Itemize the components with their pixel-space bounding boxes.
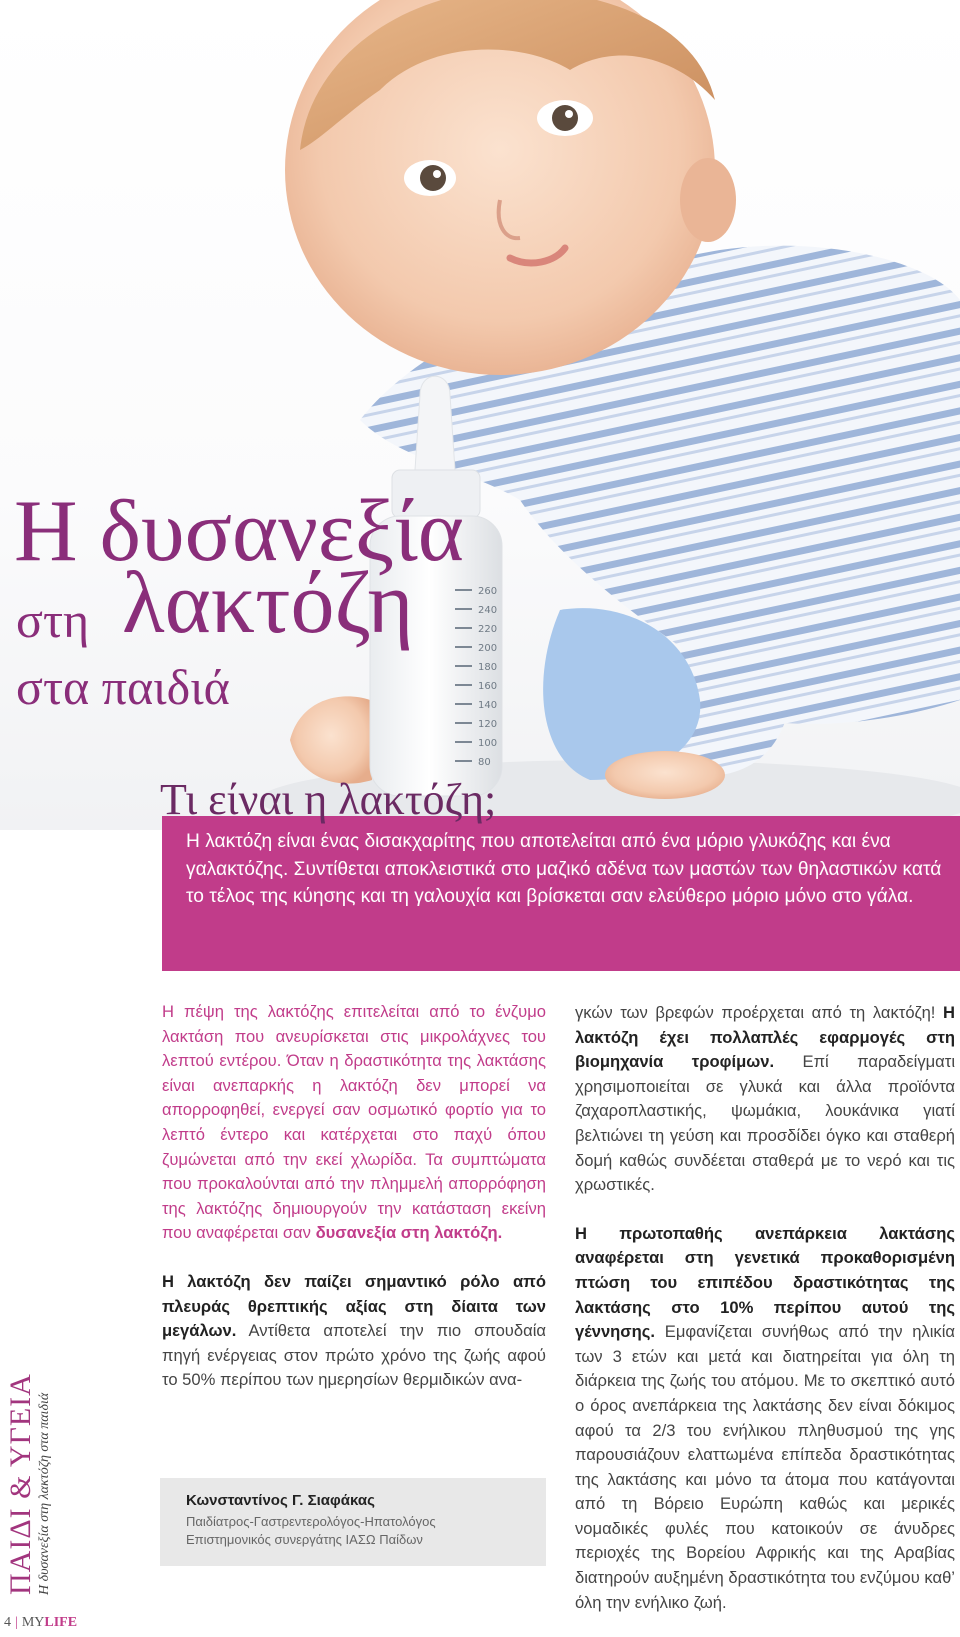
intro-heading: Τι είναι η λακτόζη;	[160, 775, 497, 824]
article-title-line-1: Η δυσανεξία	[14, 483, 464, 580]
section-label	[0, 1275, 56, 1595]
paragraph-lactase	[162, 1000, 546, 1246]
paragraph-primary-deficiency-text: Εμφανίζεται συνήθως από την ηλικία των 3 ετών και μετά και διατηρείται για όλη τη διάρκεια της ζωής του ατόμου. Με το σκεπτικό αυτό ο όρος ανεπάρκεια της λακτάσης δεν είναι δόκιμος αφού τα 2/3 του ενήλικου πληθυσμού της γης παρουσιάζουν ελαττωμένα επίπεδα δραστικότητας της λακτάσης και μόνο τα άτομα που κατάγονται από τη Βόρειο Ευρώπη καθώς και μερικές νομαδικές φυλές που κατοικούν σε άνυδρες περιοχές της Βορείου Αφρικής και της Αραβίας διατηρούν αυξημένη δραστικότητα του ενζύμου καθ’ όλη την ενήλικο ζωή.	[575, 1322, 955, 1612]
paragraph-lactase-text: Η πέψη της λακτόζης επιτελείται από το ένζυμο λακτάση που ανευρίσκεται στις μικρολάχνες του λεπτού εντέρου. Όταν η δραστικότητα της λακτάσης είναι ανεπαρκής η λακτόζη δεν μπορεί να απορροφηθεί, ενεργεί σαν οσμωτικό φορτίο για το λεπτό έντερο και κατέρχεται στο παχύ όπου ζυμώνεται από την εκεί χλωρίδα. Τα συμπτώματα που προκαλούνται από την πλημμελή απορρόφηση της λακτόζης δημιουργούν την κατάσταση εκείνη που αναφέρεται σαν	[162, 1002, 546, 1243]
paragraph-food-industry	[575, 1001, 955, 1198]
page-number: 4	[4, 1615, 11, 1630]
intro-text	[186, 828, 946, 911]
paragraph-nutrition-text: Αντίθετα αποτελεί την πιο σπουδαία πηγή ενέργειας στον πρώτο χρόνο της ζωής αφού το 50% περίπου των ημερησίων θερμιδικών ανα-	[162, 1321, 546, 1390]
paragraph-food-industry-continuation: γκών των βρεφών προέρχεται από τη λακτόζη!	[575, 1003, 936, 1022]
article-column-right	[575, 1001, 955, 1615]
paragraph-nutrition	[162, 1270, 546, 1393]
bottle-mark-label: 220	[478, 624, 498, 635]
bottle-mark-label: 100	[478, 738, 498, 749]
article-title-line-2-small: στη	[16, 592, 90, 648]
paragraph-food-industry-text: Επί παραδείγματι χρησιμοποιείται σε γλυκά και άλλα προϊόντα ζαχαροπλαστικής, ψωμάκια, λουκάνικα γιατί βελτιώνει τη γεύση και προσδίδει όγκο και σταθερή δομή καθώς συνδέεται σταθερά με το νερό και τις χρωστικές.	[575, 1052, 956, 1195]
bottle-mark-label: 200	[478, 643, 498, 654]
section-label-subtitle: Η δυσανεξία στη λακτόζη στα παιδιά	[37, 1392, 52, 1595]
paragraph-primary-deficiency	[575, 1222, 955, 1616]
bottle-mark-label: 180	[478, 662, 498, 673]
bottle-mark-label: 80	[478, 757, 491, 768]
paragraph-nutrition-lead: Η λακτόζη δεν παίζει σημαντικό ρόλο από πλευράς θρεπτικής αξίας στη δίαιτα των μεγάλων.	[162, 1271, 546, 1341]
paragraph-primary-deficiency-lead: Η πρωτοπαθής ανεπάρκεια λακτάσης αναφέρεται στη γενετικά προκαθορισμένη πτώση του επιπέδου δραστικότητας της λακτάσης στο 10% περίπου αυτού της γέννησης.	[575, 1223, 955, 1342]
bottle-mark-label: 240	[478, 605, 498, 616]
article-title-line-3: στα παιδιά	[16, 659, 230, 715]
author-affiliation: Επιστημονικός συνεργάτης ΙΑΣΩ Παίδων	[186, 1532, 423, 1547]
brand-life: LIFE	[44, 1615, 78, 1630]
article-column-middle	[162, 1000, 546, 1393]
section-label-title: ΠΑΙΔΙ & ΥΓΕΙΑ	[4, 1373, 37, 1595]
page-footer	[4, 1615, 77, 1631]
bottle-mark-label: 160	[478, 681, 498, 692]
paragraph-food-industry-lead: Η λακτόζη έχει πολλαπλές εφαρμογές στη βιομηχανία τροφίμων.	[575, 1003, 955, 1072]
paragraph-lactase-emphasis: δυσανεξία στη λακτόζη.	[315, 1223, 503, 1243]
bottle-mark-label: 140	[478, 700, 498, 711]
bottle-mark-label: 120	[478, 719, 498, 730]
footer-divider: |	[15, 1615, 18, 1630]
author-role: Παιδίατρος-Γαστρεντερολόγος-Ηπατολόγος	[186, 1514, 436, 1529]
article-title-line-2-large: λακτόζη	[122, 555, 414, 652]
author-name: Κωνσταντίνος Γ. Σιαφάκας	[186, 1492, 375, 1509]
brand-my: MY	[21, 1615, 45, 1630]
intro-paragraph: Η λακτόζη είναι ένας δισακχαρίτης που αποτελείται από ένα μόριο γλυκόζης και ένα γαλακτόζης. Συντίθεται αποκλειστικά στο μαζικό αδένα των μαστών των θηλαστικών κατά το τέλος της κύησης και τη γαλουχία και βρίσκεται σαν ελεύθερο μόριο μόνο στο γάλα.	[186, 831, 942, 907]
bottle-mark-label: 260	[478, 586, 498, 597]
